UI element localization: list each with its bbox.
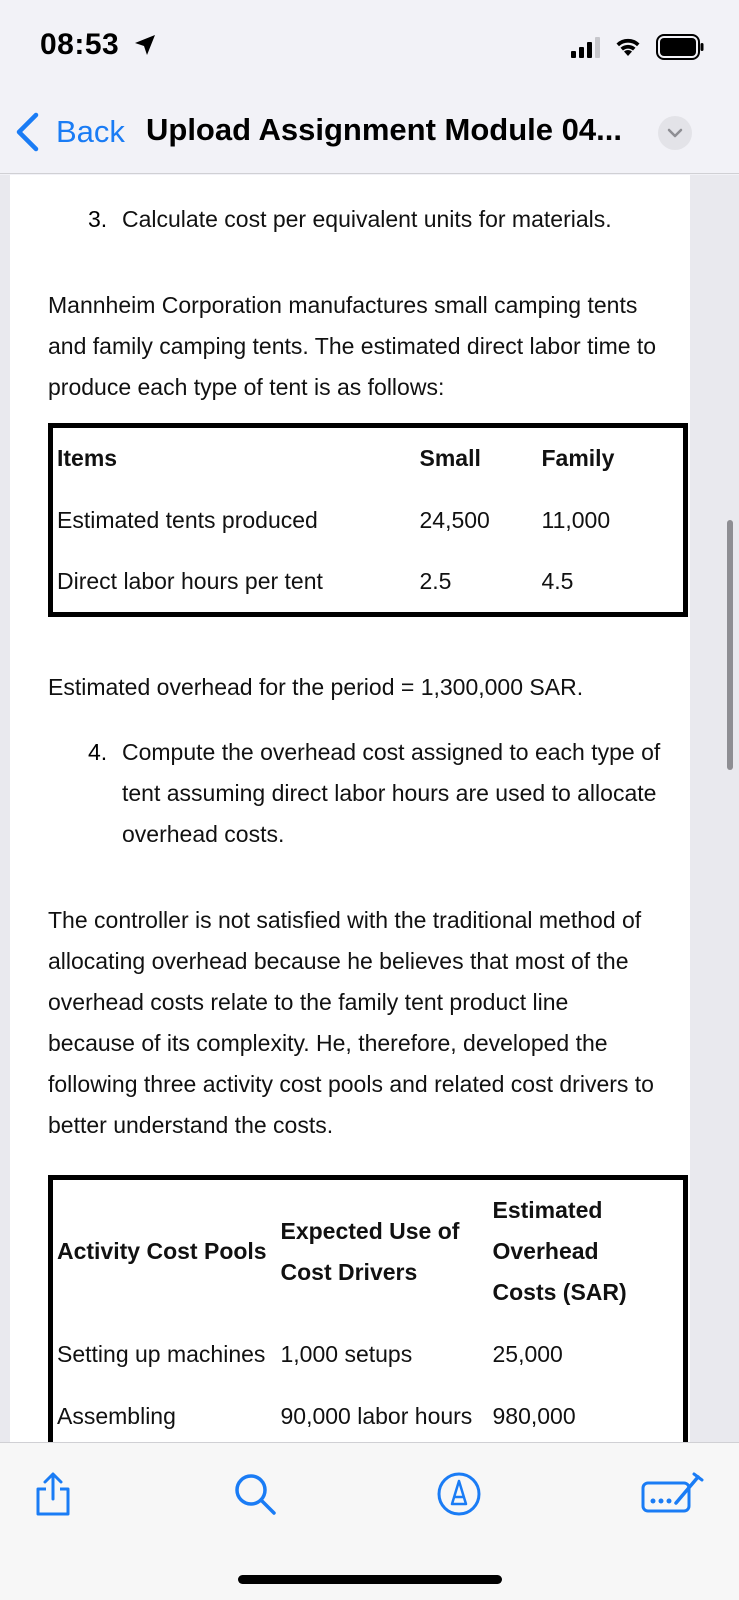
navigation-bar (0, 90, 739, 174)
battery-icon (656, 34, 704, 60)
list-item-number: 4. (88, 739, 108, 765)
search-icon[interactable] (232, 1471, 278, 1517)
list-item-line: overhead costs. (122, 821, 285, 847)
keyboard-edit-icon[interactable] (640, 1471, 704, 1517)
header-line: Estimated (492, 1197, 603, 1224)
table-header: Items (57, 444, 118, 471)
table-cell: Estimated tents produced (57, 506, 318, 533)
back-label: Back (56, 114, 125, 149)
vertical-scrollbar[interactable] (727, 520, 733, 770)
table-row (51, 1324, 686, 1386)
wifi-icon (614, 34, 642, 58)
header-line: Expected Use of (280, 1217, 460, 1244)
header-line: Overhead (492, 1238, 599, 1265)
paragraph-line: overhead costs relate to the family tent product line (48, 989, 569, 1015)
markup-icon[interactable] (436, 1471, 482, 1517)
list-item-line: Compute the overhead cost assigned to each type of (122, 739, 661, 765)
table-cell: 11,000 (541, 506, 611, 533)
chevron-left-icon (14, 112, 40, 152)
paragraph-line: The controller is not satisfied with the traditional method of (48, 907, 642, 933)
table-cell: Setting up machines (57, 1341, 266, 1367)
table-cell: 24,500 (419, 506, 490, 533)
table-header-row (51, 1178, 686, 1324)
list-item-line: tent assuming direct labor hours are used to allocate (122, 780, 657, 806)
page-title: Upload Assignment Module 04... (146, 112, 622, 147)
title-menu-button[interactable] (658, 116, 692, 150)
share-icon[interactable] (30, 1471, 76, 1517)
labor-time-table (48, 423, 688, 617)
table-row (51, 489, 686, 552)
paragraph-line: better understand the costs. (48, 1112, 334, 1138)
activity-cost-pools-table (48, 1175, 688, 1442)
list-item-number: 3. (88, 206, 108, 232)
home-indicator[interactable] (238, 1575, 502, 1584)
table-header: Small (419, 444, 481, 471)
cellular-signal-icon (571, 36, 603, 58)
table-cell: 25,000 (492, 1341, 563, 1367)
list-item-text: Calculate cost per equivalent units for materials. (122, 206, 612, 232)
overhead-statement: Estimated overhead for the period = 1,300,000 SAR. (48, 674, 584, 700)
table-cell: Assembling (57, 1403, 176, 1429)
paragraph-line: Mannheim Corporation manufactures small camping tents (48, 292, 638, 318)
chevron-down-icon (667, 128, 683, 138)
header-line: Cost Drivers (280, 1258, 418, 1285)
table-cell: 1,000 setups (280, 1341, 413, 1367)
paragraph-line: following three activity cost pools and related cost drivers to (48, 1071, 654, 1097)
status-time: 08:53 (40, 28, 120, 61)
back-button[interactable] (14, 110, 125, 154)
paragraph-line: because of its complexity. He, therefore, developed the (48, 1030, 608, 1056)
document-viewer[interactable] (0, 175, 739, 1442)
paragraph-tents (48, 285, 656, 408)
table-cell: Direct labor hours per tent (57, 568, 323, 595)
table-header (277, 1178, 489, 1324)
table-cell: 2.5 (419, 568, 452, 595)
document-page (10, 175, 690, 1442)
table-row (51, 552, 686, 615)
location-arrow-icon (134, 34, 156, 56)
paragraph-line: and family camping tents. The estimated direct labor time to (48, 333, 657, 359)
table-header (489, 1178, 686, 1324)
table-cell: 4.5 (541, 568, 574, 595)
paragraph-line: allocating overhead because he believes that most of the (48, 948, 629, 974)
table-header-row (51, 426, 686, 489)
table-header: Activity Cost Pools (57, 1238, 267, 1265)
table-cell: 90,000 labor hours (280, 1403, 473, 1429)
header-line: Costs (SAR) (492, 1279, 627, 1306)
status-bar (0, 0, 739, 90)
table-header: Family (541, 444, 615, 471)
paragraph-controller (48, 900, 654, 1146)
paragraph-line: produce each type of tent is as follows: (48, 374, 445, 400)
table-row (51, 1386, 686, 1443)
list-item-text (122, 732, 660, 855)
table-cell: 980,000 (492, 1403, 576, 1429)
